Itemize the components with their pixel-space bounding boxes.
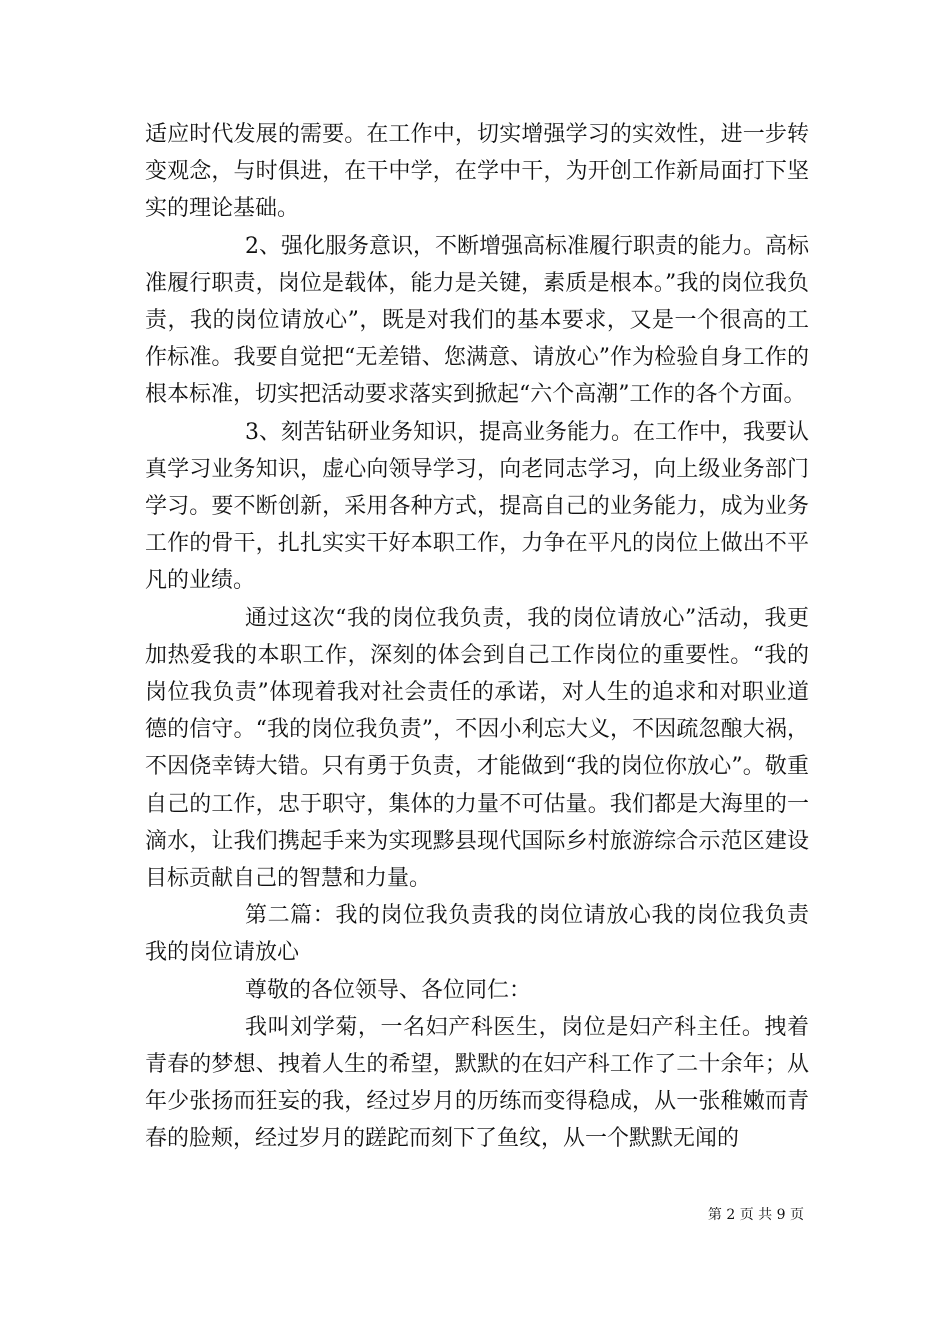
salutation: 尊敬的各位领导、各位同仁： bbox=[245, 977, 532, 1003]
page-number: 第 2 页 共 9 页 bbox=[707, 1207, 804, 1223]
section-heading: 第二篇：我的岗位我负责我的岗位请放心我的岗位我负责我的岗位请放心 bbox=[145, 903, 809, 966]
document-body bbox=[145, 116, 809, 1158]
paragraph-5: 我叫刘学菊，一名妇产科医生，岗位是妇产科主任。拽着青春的梦想、拽着人生的希望，默默的在妇产科工作了二十余年；从年少张扬而狂妄的我，经过岁月的历练而变得稳成，从一张稚嫩而青春的脸颊，经过岁月的蹉跎而刻下了鱼纹，从一个默默无闻的 bbox=[145, 1014, 809, 1152]
paragraph-1: 适应时代发展的需要。在工作中，切实增强学习的实效性，进一步转变观念，与时俱进，在干中学，在学中干，为开创工作新局面打下坚实的理论基础。 bbox=[145, 122, 809, 222]
paragraph-2: 2、强化服务意识，不断增强高标准履行职责的能力。高标准履行职责，岗位是载体，能力是关键，素质是根本。”我的岗位我负责，我的岗位请放心”，既是对我们的基本要求，又是一个很高的工作标准。我要自觉把“无差错、您满意、请放心”作为检验自身工作的根本标准，切实把活动要求落实到掀起“六个高潮”工作的各个方面。 bbox=[145, 233, 809, 408]
paragraph-3: 3、刻苦钻研业务知识，提高业务能力。在工作中，我要认真学习业务知识，虚心向领导学习，向老同志学习，向上级业务部门学习。要不断创新，采用各种方式，提高自己的业务能力，成为业务工作的骨干，扎扎实实干好本职工作，力争在平凡的岗位上做出不平凡的业绩。 bbox=[145, 419, 809, 594]
paragraph-4: 通过这次“我的岗位我负责，我的岗位请放心”活动，我更加热爱我的本职工作，深刻的体会到自己工作岗位的重要性。“我的岗位我负责”体现着我对社会责任的承诺，对人生的追求和对职业道德的信守。“我的岗位我负责”，不因小利忘大义，不因疏忽酿大祸，不因侥幸铸大错。只有勇于负责，才能做到“我的岗位你放心”。敬重自己的工作，忠于职守，集体的力量不可估量。我们都是大海里的一滴水，让我们携起手来为实现黟县现代国际乡村旅游综合示范区建设目标贡献自己的智慧和力量。 bbox=[145, 605, 809, 892]
